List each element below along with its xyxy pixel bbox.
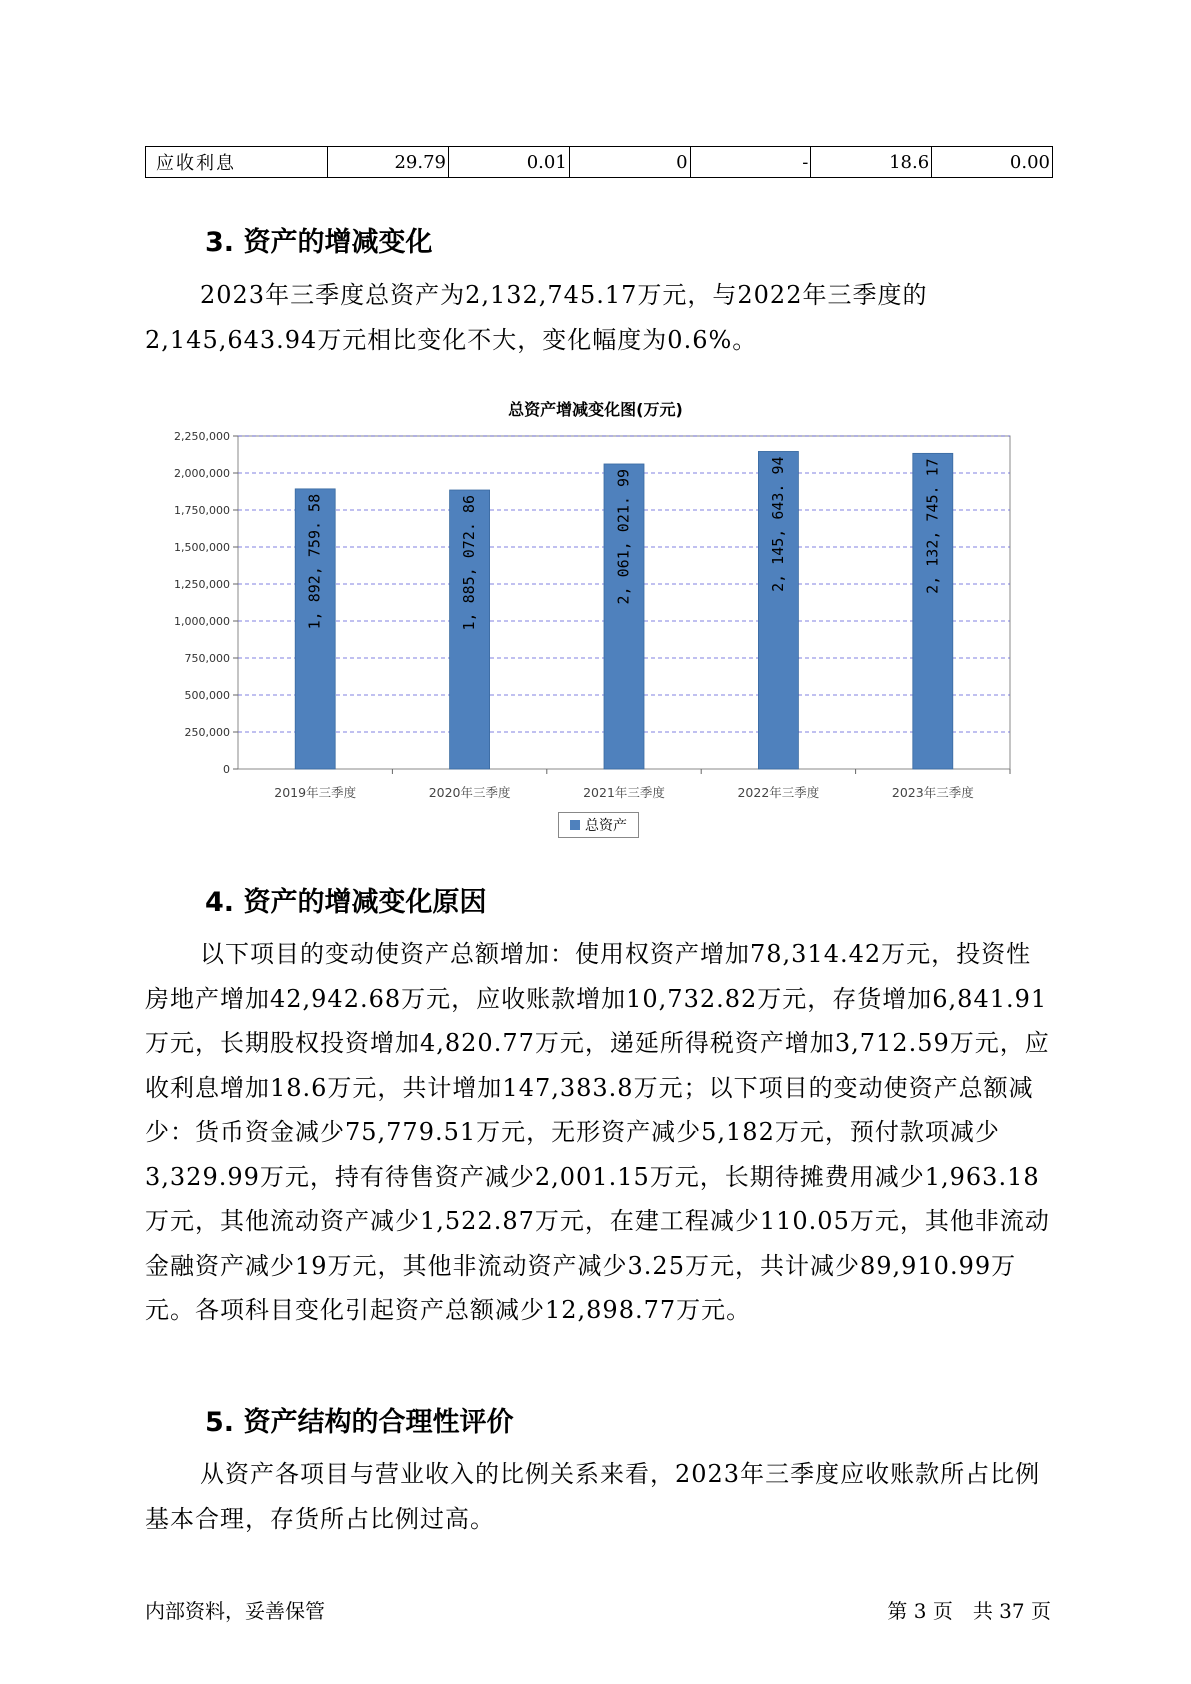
y-tick-label: 500,000 <box>184 689 230 702</box>
chart-legend <box>558 812 639 838</box>
table-cell: 0.00 <box>932 147 1053 178</box>
row-label: 应收利息 <box>146 147 328 178</box>
section-4-heading: 4. 资产的增减变化原因 <box>205 887 487 918</box>
table-cell: - <box>690 147 811 178</box>
data-label: 2, 145, 643. 94 <box>768 456 787 592</box>
legend-swatch <box>570 820 580 830</box>
table-row <box>146 147 1053 178</box>
section-4-paragraph: 以下项目的变动使资产总额增加：使用权资产增加78,314.42万元，投资性房地产增加42,942.68万元，应收账款增加10,732.82万元，存货增加6,841.91万元，长期股权投资增加4,820.77万元，递延所得税资产增加3,712.59万元，应收利息增加18.6万元，共计增加147,383.8万元；以下项目的变动使资产总额减少：货币资金减少75,779.51万元，无形资产减少5,182万元，预付款项减少3,329.99万元，持有待售资产减少2,001.15万元，长期待摊费用减少1,963.18万元，其他流动资产减少1,522.87万元，在建工程减少110.05万元，其他非流动金融资产减少19万元，其他非流动资产减少3.25万元，共计减少89,910.99万元。各项科目变化引起资产总额减少12,898.77万元。 <box>145 940 1050 1324</box>
data-label: 1, 885, 072. 86 <box>460 495 479 631</box>
table-cell: 0.01 <box>449 147 570 178</box>
x-tick-label: 2021年三季度 <box>583 785 665 800</box>
x-tick-label: 2022年三季度 <box>737 785 820 800</box>
table-cell: 0 <box>569 147 690 178</box>
table-cell: 18.6 <box>811 147 932 178</box>
legend-label: 总资产 <box>585 818 627 834</box>
section-3-paragraph: 2023年三季度总资产为2,132,745.17万元，与2022年三季度的2,145,643.94万元相比变化不大，变化幅度为0.6%。 <box>145 281 928 354</box>
section-5-heading: 5. 资产结构的合理性评价 <box>205 1407 514 1438</box>
y-tick-label: 2,250,000 <box>174 430 230 443</box>
y-tick-label: 1,250,000 <box>174 578 230 591</box>
x-tick-label: 2019年三季度 <box>274 785 357 800</box>
y-tick-label: 250,000 <box>184 726 230 739</box>
y-tick-label: 750,000 <box>184 652 230 665</box>
x-tick-label: 2023年三季度 <box>891 785 974 800</box>
y-tick-label: 1,000,000 <box>174 615 230 628</box>
asset-table <box>145 146 1053 178</box>
data-label: 2, 061, 021. 99 <box>614 468 633 605</box>
section-5-paragraph: 从资产各项目与营业收入的比例关系来看，2023年三季度应收账款所占比例基本合理，存货所占比例过高。 <box>145 1460 1041 1533</box>
y-tick-label: 1,750,000 <box>174 504 230 517</box>
y-tick-label: 1,500,000 <box>174 541 230 554</box>
data-label: 2, 132, 745. 17 <box>923 458 942 594</box>
table-cell: 29.79 <box>328 147 449 178</box>
y-tick-label: 2,000,000 <box>174 467 230 480</box>
y-tick-label: 0 <box>223 763 230 776</box>
footer-page-number: 第 3 页 共 37 页 <box>887 1599 1051 1623</box>
x-tick-label: 2020年三季度 <box>428 785 511 800</box>
total-assets-chart <box>160 420 1020 810</box>
chart-title: 总资产增减变化图(万元) <box>508 400 683 419</box>
data-label: 1, 892, 759. 58 <box>305 493 324 630</box>
footer-left: 内部资料，妥善保管 <box>145 1599 325 1623</box>
section-3-heading: 3. 资产的增减变化 <box>205 227 433 258</box>
